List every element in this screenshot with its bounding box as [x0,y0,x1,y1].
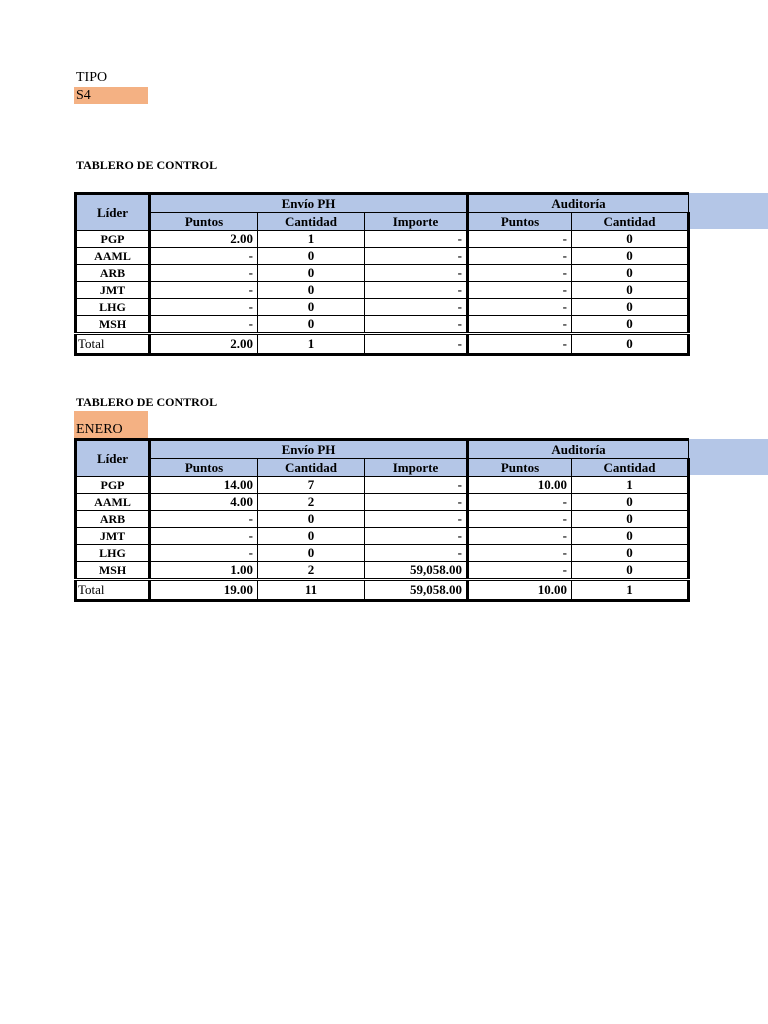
cantidad-cell: 0 [258,299,365,316]
table-row [76,545,689,562]
cantidad-cell: 0 [258,282,365,299]
auditoria-puntos-cell: - [468,265,572,282]
puntos-cell: - [150,248,258,265]
lider-cell: AAML [76,248,150,265]
auditoria-header: Auditoría [468,194,689,213]
cantidad-cell: 0 [258,511,365,528]
importe-cell: - [365,545,468,562]
importe-cell: - [365,477,468,494]
lider-cell: PGP [76,477,150,494]
cantidad-cell: 7 [258,477,365,494]
cantidad-cell: 1 [258,231,365,248]
auditoria-cantidad-cell: 0 [572,545,689,562]
lider-cell: ARB [76,265,150,282]
cantidad-cell: 0 [258,265,365,282]
importe-cell: - [365,511,468,528]
subheader-puntos: Puntos [468,213,572,231]
importe-cell: - [365,282,468,299]
puntos-cell: - [150,528,258,545]
table-row [76,316,689,334]
puntos-cell: 14.00 [150,477,258,494]
lider-cell: LHG [76,299,150,316]
puntos-cell: 4.00 [150,494,258,511]
subheader-cantidad: Cantidad [572,459,689,477]
lider-cell: JMT [76,528,150,545]
auditoria-puntos-cell: - [468,316,572,334]
puntos-cell: 1.00 [150,562,258,580]
auditoria-cantidad-cell: 0 [572,265,689,282]
auditoria-puntos-cell: - [468,494,572,511]
puntos-cell: - [150,299,258,316]
total-auditoria-cantidad: 0 [572,334,689,355]
lider-header: Líder [76,440,150,477]
subheader-cantidad: Cantidad [572,213,689,231]
board-1-header-extension [686,193,768,229]
lider-cell: MSH [76,562,150,580]
lider-header: Líder [76,194,150,231]
auditoria-puntos-cell: - [468,299,572,316]
puntos-cell: - [150,316,258,334]
auditoria-puntos-cell: - [468,562,572,580]
total-cantidad: 11 [258,580,365,601]
auditoria-cantidad-cell: 0 [572,231,689,248]
table-row [76,282,689,299]
envio-ph-header: Envío PH [150,440,468,459]
total-label: Total [76,334,150,355]
table-row [76,299,689,316]
importe-cell: - [365,231,468,248]
auditoria-puntos-cell: - [468,231,572,248]
auditoria-puntos-cell: - [468,248,572,265]
importe-cell: - [365,528,468,545]
lider-cell: MSH [76,316,150,334]
subheader-cantidad: Cantidad [258,213,365,231]
cantidad-cell: 0 [258,316,365,334]
tipo-label: TIPO [76,70,108,85]
table-row [76,477,689,494]
cantidad-cell: 2 [258,562,365,580]
total-puntos: 2.00 [150,334,258,355]
total-row [76,580,689,601]
auditoria-cantidad-cell: 0 [572,316,689,334]
board-2-title: TABLERO DE CONTROL [76,395,218,409]
subheader-importe: Importe [365,459,468,477]
table-row [76,528,689,545]
cantidad-cell: 0 [258,545,365,562]
tipo-value: S4 [76,88,91,103]
auditoria-cantidad-cell: 0 [572,299,689,316]
total-auditoria-cantidad: 1 [572,580,689,601]
board-2-header-extension [686,439,768,475]
importe-cell: - [365,299,468,316]
subheader-puntos: Puntos [150,213,258,231]
total-auditoria-puntos: 10.00 [468,580,572,601]
lider-cell: ARB [76,511,150,528]
lider-cell: LHG [76,545,150,562]
board-1-table [74,192,690,356]
importe-cell: - [365,248,468,265]
auditoria-header: Auditoría [468,440,689,459]
auditoria-puntos-cell: - [468,511,572,528]
auditoria-puntos-cell: - [468,545,572,562]
importe-cell: - [365,265,468,282]
puntos-cell: - [150,511,258,528]
table-row [76,494,689,511]
lider-cell: AAML [76,494,150,511]
table-row [76,511,689,528]
board-1-title: TABLERO DE CONTROL [76,158,218,172]
importe-cell: - [365,494,468,511]
table-row [76,265,689,282]
cantidad-cell: 0 [258,248,365,265]
total-row [76,334,689,355]
month-value: ENERO [76,422,123,437]
month-cell[interactable] [74,411,148,438]
table-row [76,562,689,580]
puntos-cell: - [150,265,258,282]
envio-ph-header: Envío PH [150,194,468,213]
lider-cell: JMT [76,282,150,299]
tipo-value-cell[interactable] [74,87,148,104]
total-importe: - [365,334,468,355]
auditoria-cantidad-cell: 0 [572,562,689,580]
auditoria-cantidad-cell: 0 [572,511,689,528]
auditoria-cantidad-cell: 0 [572,248,689,265]
total-cantidad: 1 [258,334,365,355]
lider-cell: PGP [76,231,150,248]
puntos-cell: 2.00 [150,231,258,248]
subheader-importe: Importe [365,213,468,231]
auditoria-cantidad-cell: 0 [572,494,689,511]
importe-cell: 59,058.00 [365,562,468,580]
auditoria-puntos-cell: - [468,282,572,299]
table-row [76,248,689,265]
board-2-table [74,438,690,602]
total-importe: 59,058.00 [365,580,468,601]
importe-cell: - [365,316,468,334]
cantidad-cell: 2 [258,494,365,511]
auditoria-puntos-cell: - [468,528,572,545]
puntos-cell: - [150,282,258,299]
auditoria-cantidad-cell: 0 [572,282,689,299]
table-row [76,231,689,248]
auditoria-puntos-cell: 10.00 [468,477,572,494]
puntos-cell: - [150,545,258,562]
subheader-cantidad: Cantidad [258,459,365,477]
cantidad-cell: 0 [258,528,365,545]
auditoria-cantidad-cell: 1 [572,477,689,494]
total-puntos: 19.00 [150,580,258,601]
auditoria-cantidad-cell: 0 [572,528,689,545]
total-label: Total [76,580,150,601]
subheader-puntos: Puntos [468,459,572,477]
subheader-puntos: Puntos [150,459,258,477]
total-auditoria-puntos: - [468,334,572,355]
